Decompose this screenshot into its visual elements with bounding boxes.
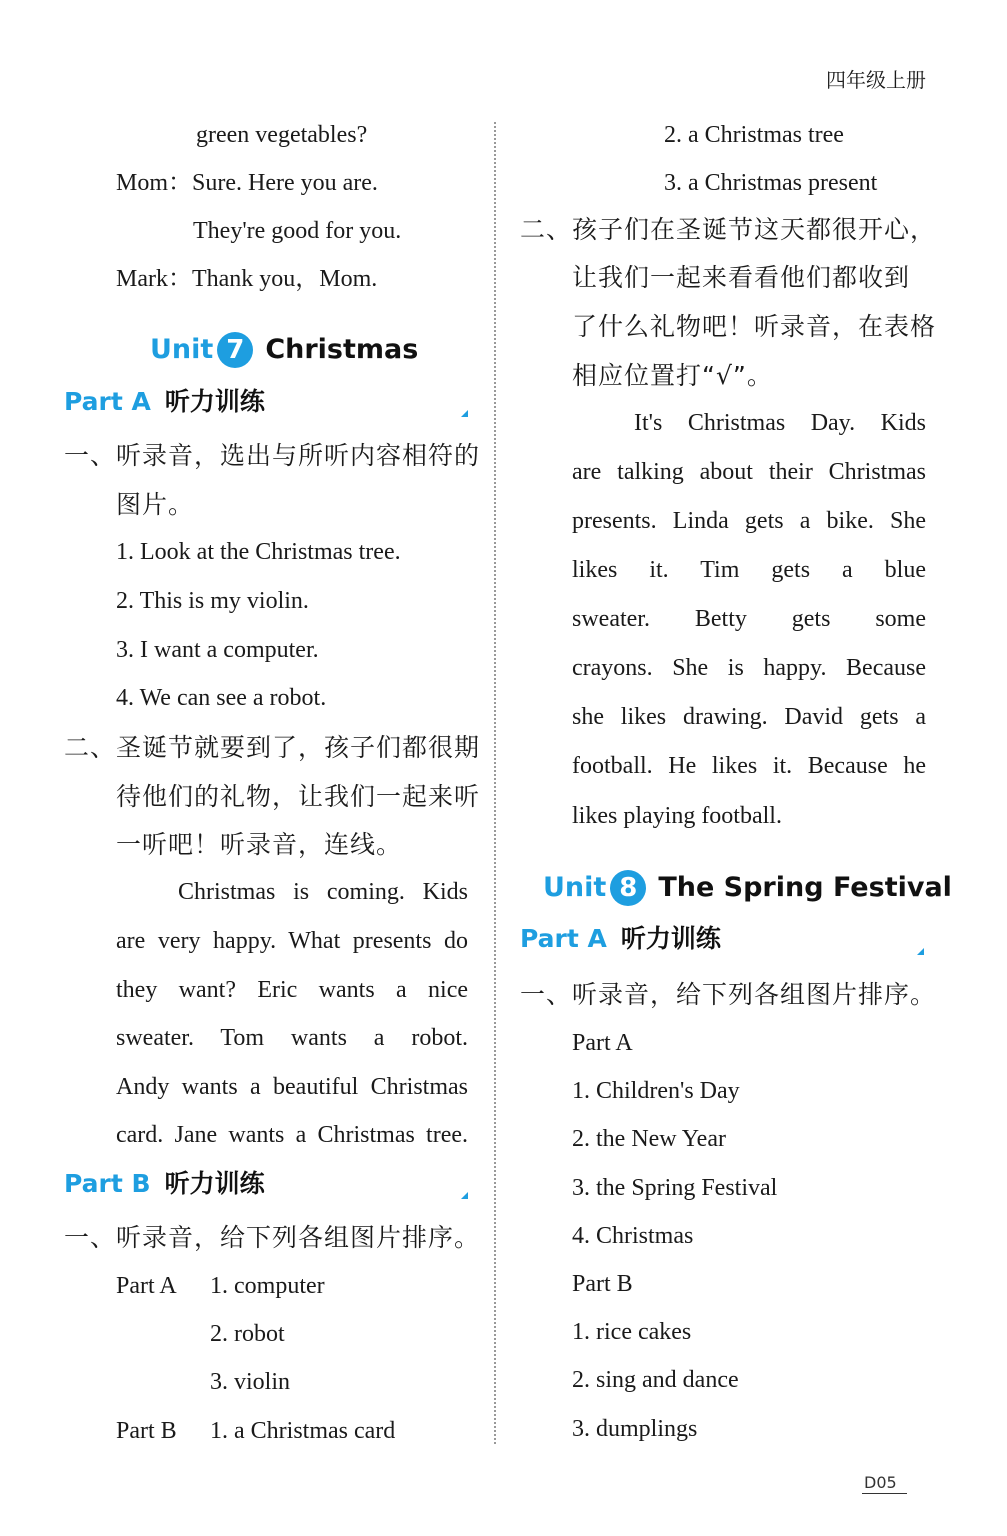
question-text: 二、圣诞节就要到了，孩子们都很期 (64, 733, 481, 762)
part-label: Part A (520, 924, 607, 953)
list-item: 3. dumplings (572, 1416, 698, 1442)
passage-line: sweater. Tom wants a robot. (116, 1025, 468, 1051)
part-heading (64, 385, 265, 419)
part-label: Part A (64, 387, 151, 416)
list-item: 2. the New Year (572, 1126, 726, 1152)
list-item: 2. sing and dance (572, 1367, 739, 1393)
part-title: 听力训练 (164, 1169, 265, 1198)
unit-number-badge: 7 (217, 332, 253, 368)
passage-line: Christmas is coming. Kids (178, 879, 468, 905)
unit7-heading (150, 330, 418, 370)
question-text: 了什么礼物吧！听录音，在表格 (572, 312, 937, 341)
list-item: 3. violin (210, 1369, 291, 1395)
passage-line: football. He likes it. Because he (572, 753, 926, 779)
question-text: 相应位置打“√”。 (572, 361, 773, 390)
unit8-heading (543, 868, 952, 908)
page-number: D05 (862, 1473, 907, 1494)
dialog-text: Sure. Here you are. (192, 170, 378, 196)
passage-line: Andy wants a beautiful Christmas (116, 1074, 468, 1100)
passage-line: sweater. Betty gets some (572, 606, 926, 632)
list-item: 3. the Spring Festival (572, 1175, 778, 1201)
unit-title: Christmas (265, 334, 419, 365)
column-divider (494, 122, 496, 1444)
list-item: 1. computer (210, 1273, 325, 1299)
unit-number-badge: 8 (610, 870, 646, 906)
passage-line: likes playing football. (572, 803, 782, 829)
list-item: 3. a Christmas present (664, 170, 878, 196)
speaker: Mom： (116, 170, 193, 196)
dialog-line: They're good for you. (193, 218, 402, 244)
dialog-line (116, 264, 377, 294)
passage-line: are very happy. What presents do (116, 928, 468, 954)
list-item: 3. I want a computer. (116, 637, 319, 663)
part-label: Part B (64, 1169, 151, 1198)
list-item: 1. rice cakes (572, 1319, 692, 1345)
part-heading (64, 1167, 265, 1201)
list-item: 2. robot (210, 1321, 285, 1347)
list-item: 2. a Christmas tree (664, 122, 844, 148)
corner-triangle-icon (917, 948, 924, 955)
question-text: 二、孩子们在圣诞节这天都很开心， (520, 215, 937, 244)
unit-word: Unit (150, 334, 214, 365)
passage-line: card. Jane wants a Christmas tree. (116, 1122, 468, 1148)
list-item: 1. Children's Day (572, 1078, 740, 1104)
dialog-line: green vegetables? (196, 122, 368, 148)
question-text: 一、听录音，给下列各组图片排序。 (64, 1223, 481, 1252)
corner-triangle-icon (461, 1192, 468, 1199)
sub-part-label: Part B (572, 1271, 633, 1297)
list-item: 1. Look at the Christmas tree. (116, 539, 401, 565)
grade-label: 四年级上册 (826, 68, 926, 92)
dialog-text: Thank you，Mom. (191, 266, 378, 292)
passage-line: are talking about their Christmas (572, 459, 926, 485)
passage-line: likes it. Tim gets a blue (572, 557, 926, 583)
corner-triangle-icon (461, 410, 468, 417)
speaker: Mark： (116, 266, 192, 292)
unit-title: The Spring Festival (658, 872, 952, 903)
dialog-line (116, 168, 378, 198)
part-title: 听力训练 (164, 387, 265, 416)
question-text: 一、听录音，选出与所听内容相符的 (64, 441, 481, 470)
question-text: 一、听录音，给下列各组图片排序。 (520, 980, 937, 1009)
passage-line: crayons. She is happy. Because (572, 655, 926, 681)
question-text: 让我们一起来看看他们都收到 (572, 263, 911, 292)
passage-line: she likes drawing. David gets a (572, 704, 926, 730)
part-title: 听力训练 (620, 924, 721, 953)
sub-part-label: Part B (116, 1418, 177, 1444)
list-item: 1. a Christmas card (210, 1418, 396, 1444)
list-item: 4. We can see a robot. (116, 685, 327, 711)
list-item: 2. This is my violin. (116, 588, 309, 614)
question-text: 一听吧！听录音，连线。 (116, 830, 403, 859)
unit-word: Unit (543, 872, 607, 903)
sub-part-label: Part A (116, 1273, 177, 1299)
sub-part-label: Part A (572, 1030, 633, 1056)
list-item: 4. Christmas (572, 1223, 694, 1249)
question-text: 待他们的礼物，让我们一起来听 (116, 782, 481, 811)
part-heading (520, 922, 721, 956)
passage-line: they want? Eric wants a nice (116, 977, 468, 1003)
passage-line: presents. Linda gets a bike. She (572, 508, 926, 534)
question-text: 图片。 (116, 490, 195, 519)
passage-line: It's Christmas Day. Kids (634, 410, 926, 436)
